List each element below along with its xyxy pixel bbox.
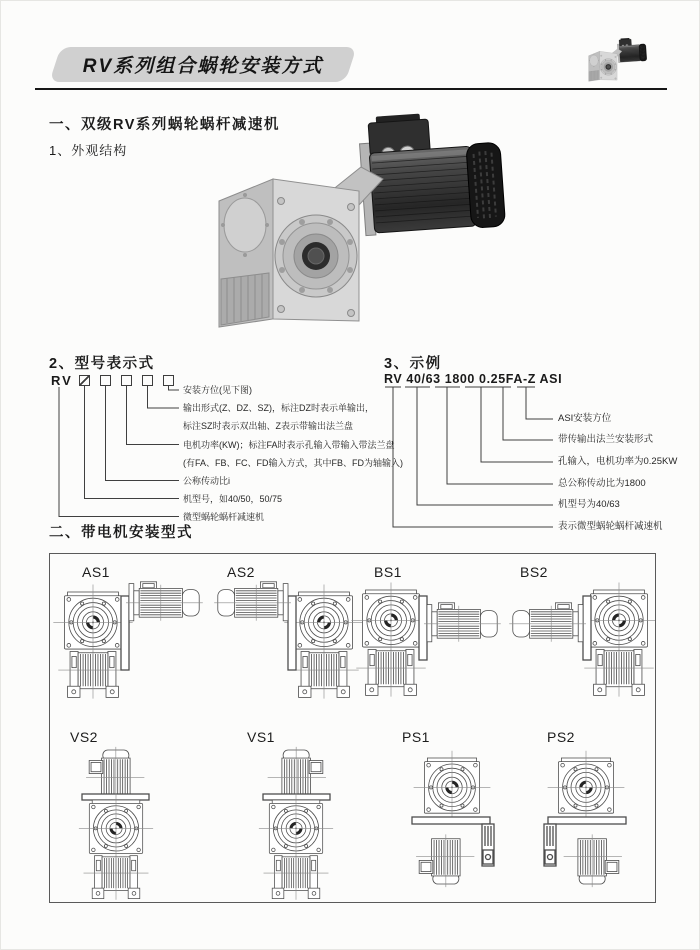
s3-annotation: 机型号为40/63 xyxy=(558,499,620,510)
s2-annotation: 公称传动比i xyxy=(183,476,230,486)
variant-label: BS1 xyxy=(374,564,402,580)
s3-annotation: 总公称传动比为1800 xyxy=(558,478,646,489)
s2-annotation: 标注SZ时表示双出轴、Z表示带输出法兰盘 xyxy=(183,421,353,431)
section3-connector-lines xyxy=(381,369,566,534)
s2-annotation: 微型蜗轮蜗杆减速机 xyxy=(183,512,265,522)
section2-connector-lines xyxy=(41,366,191,528)
vs2-drawing xyxy=(79,747,153,900)
page-title: RV系列组合蜗轮安装方式 xyxy=(82,56,324,77)
s3-annotation: ASI安装方位 xyxy=(558,413,612,424)
variant-label: AS2 xyxy=(227,564,255,580)
product-photo xyxy=(211,111,506,333)
section2-heading: 2、型号表示式 xyxy=(49,356,155,372)
s2-annotation: 输出形式(Z、DZ、SZ)，标注DZ时表示单输出， xyxy=(183,403,374,413)
example-code: RV 40/63 1800 0.25FA-Z ASI xyxy=(384,372,563,386)
s2-annotation: 安装方位(见下图) xyxy=(183,385,252,395)
bs1-drawing xyxy=(351,583,500,697)
as2-drawing xyxy=(214,582,363,699)
variant-label: VS2 xyxy=(70,729,98,745)
as1-drawing xyxy=(53,582,202,699)
variant-label: PS1 xyxy=(402,729,430,745)
mounting-box xyxy=(49,553,656,903)
ps1-drawing xyxy=(412,751,494,887)
s2-annotation: 电机功率(KW)；标注FA时表示孔输入带输入带法兰盘 xyxy=(183,440,395,450)
section3-heading: 3、示例 xyxy=(384,356,442,372)
bs2-drawing xyxy=(509,583,655,697)
header-rule xyxy=(35,88,667,90)
section1-heading: 一、双级RV系列蜗轮蜗杆减速机 xyxy=(49,117,280,133)
vs1-drawing xyxy=(259,747,333,900)
product-thumbnail-image xyxy=(587,37,647,83)
s3-annotation: 带传输出法兰安装形式 xyxy=(558,434,654,445)
variant-label: VS1 xyxy=(247,729,275,745)
appearance-subheading: 1、外观结构 xyxy=(49,143,128,158)
title-banner xyxy=(49,47,356,82)
variant-label: BS2 xyxy=(520,564,548,580)
model-prefix: RV xyxy=(51,373,73,388)
s3-annotation: 孔输入，电机功率为0.25KW xyxy=(558,456,678,467)
variant-label: PS2 xyxy=(547,729,575,745)
section4-heading: 二、带电机安装型式 xyxy=(49,525,193,541)
mounting-drawings xyxy=(50,554,655,902)
s3-annotation: 表示微型蜗轮蜗杆减速机 xyxy=(558,521,663,532)
ps2-drawing xyxy=(544,751,626,887)
s2-annotation: 机型号，如40/50，50/75 xyxy=(183,494,283,504)
s2-annotation: (有FA、FB、FC、FD输入方式，其中FB、FD为轴输入) xyxy=(183,458,403,468)
variant-label: AS1 xyxy=(82,564,110,580)
